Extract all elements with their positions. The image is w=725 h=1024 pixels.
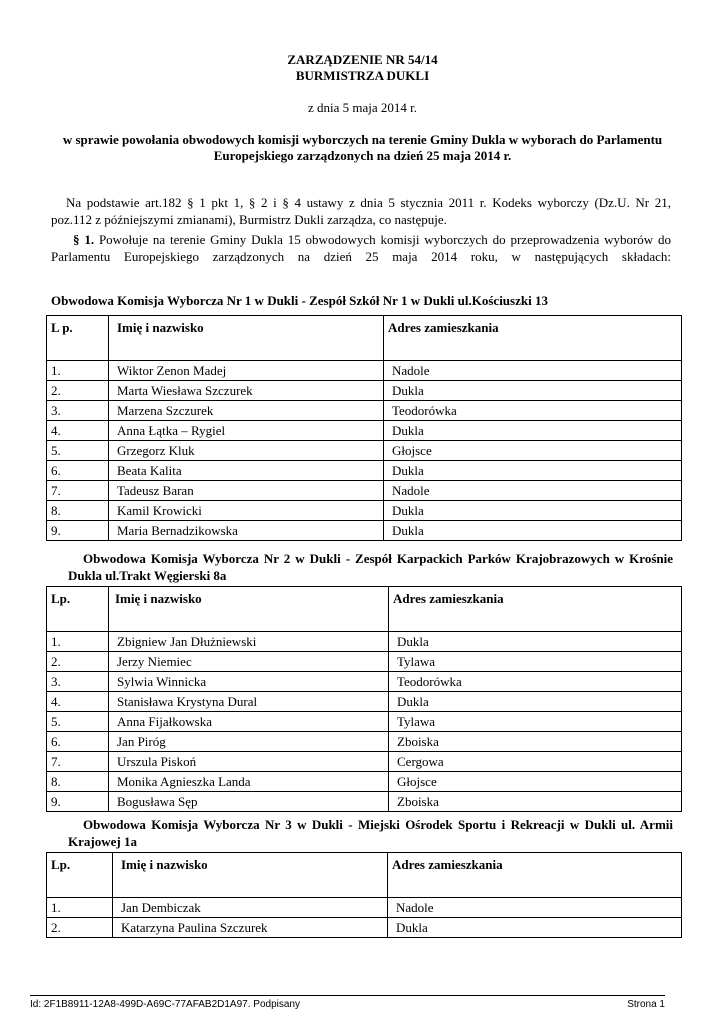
member-name: Grzegorz Kluk	[109, 441, 384, 461]
member-address: Nadole	[388, 898, 682, 918]
table-row	[47, 381, 682, 401]
member-name: Tadeusz Baran	[109, 481, 384, 501]
row-number: 5.	[47, 441, 109, 461]
row-number: 7.	[47, 481, 109, 501]
table-row	[47, 732, 682, 752]
row-number: 6.	[47, 732, 109, 752]
table-row	[47, 772, 682, 792]
committee-3-table	[46, 852, 682, 938]
member-name: Anna Fijałkowska	[109, 712, 389, 732]
row-number: 2.	[47, 652, 109, 672]
member-name: Jerzy Niemiec	[109, 652, 389, 672]
committee-3-title	[51, 816, 673, 850]
committee-3-title-line1: Obwodowa Komisja Wyborcza Nr 3 w Dukli - Miejski Ośrodek Sportu i Rekreacji w Dukli ul. Armii	[83, 817, 673, 832]
paragraph-1-text1: Powołuje na terenie Gminy Dukla 15 obwodowych komisji wyborczych do przeprowadzenia wyborów do	[98, 232, 672, 247]
page-footer	[30, 995, 665, 1010]
member-address: Dukla	[389, 632, 682, 652]
row-number: 1.	[47, 632, 109, 652]
committee-3-title-line2: Krajowej 1a	[68, 834, 137, 849]
member-name: Monika Agnieszka Landa	[109, 772, 389, 792]
document-date: z dnia 5 maja 2014 r.	[307, 100, 418, 115]
committee-2-title-line1: Obwodowa Komisja Wyborcza Nr 2 w Dukli - Zespół Karpackich Parków Krajobrazowych w Krośnie	[83, 551, 673, 566]
table-row	[47, 898, 682, 918]
member-name: Stanisława Krystyna Dural	[109, 692, 389, 712]
member-address: Dukla	[384, 521, 682, 541]
member-name: Zbigniew Jan Dłużniewski	[109, 632, 389, 652]
column-header-lp: Lp.	[47, 853, 113, 898]
member-address: Teodorówka	[389, 672, 682, 692]
member-address: Dukla	[388, 918, 682, 938]
column-header-name: Imię i nazwisko	[109, 316, 384, 361]
committee-2-title	[51, 550, 673, 584]
member-name: Beata Kalita	[109, 461, 384, 481]
column-header-name: Imię i nazwisko	[109, 587, 389, 632]
row-number: 3.	[47, 401, 109, 421]
member-name: Urszula Piskoń	[109, 752, 389, 772]
table-header-row	[47, 316, 682, 361]
committee-1-title: Obwodowa Komisja Wyborcza Nr 1 w Dukli - Zespół Szkół Nr 1 w Dukli ul.Kościuszki 13	[51, 293, 548, 308]
row-number: 4.	[47, 692, 109, 712]
row-number: 2.	[47, 918, 113, 938]
member-address: Tylawa	[389, 652, 682, 672]
member-address: Dukla	[384, 421, 682, 441]
column-header-lp: L p.	[47, 316, 109, 361]
member-name: Wiktor Zenon Madej	[109, 361, 384, 381]
table-row	[47, 632, 682, 652]
row-number: 4.	[47, 421, 109, 441]
document-subject-line1: w sprawie powołania obwodowych komisji wyborczych na terenie Gminy Dukla w wyborach do Parlamentu	[62, 132, 663, 147]
table-row	[47, 481, 682, 501]
committee-2-table	[46, 586, 682, 812]
committee-2-title-line2: Dukla ul.Trakt Węgierski 8a	[68, 568, 227, 583]
table-row	[47, 401, 682, 421]
document-title: ZARZĄDZENIE NR 54/14	[287, 52, 438, 67]
table-row	[47, 361, 682, 381]
paragraph-1-line1	[51, 231, 671, 248]
row-number: 2.	[47, 381, 109, 401]
member-address: Teodorówka	[384, 401, 682, 421]
row-number: 5.	[47, 712, 109, 732]
table-row	[47, 918, 682, 938]
table-row	[47, 652, 682, 672]
row-number: 3.	[47, 672, 109, 692]
member-name: Marta Wiesława Szczurek	[109, 381, 384, 401]
document-issuer: BURMISTRZA DUKLI	[295, 68, 430, 83]
member-name: Kamil Krowicki	[109, 501, 384, 521]
table-row	[47, 752, 682, 772]
paragraph-1	[51, 231, 671, 265]
column-header-address: Adres zamieszkania	[384, 316, 682, 361]
row-number: 8.	[47, 772, 109, 792]
member-name: Sylwia Winnicka	[109, 672, 389, 692]
intro-line2: poz.112 z późniejszymi zmianami), Burmistrz Dukli zarządza, co następuje.	[51, 212, 447, 227]
intro-line1: Na podstawie art.182 § 1 pkt 1, § 2 i § 4 ustawy z dnia 5 stycznia 2011 r. Kodeks wyborczy (Dz.U. Nr 21,	[66, 195, 671, 210]
row-number: 7.	[47, 752, 109, 772]
committee-1-table	[46, 315, 682, 541]
member-address: Zboiska	[389, 792, 682, 812]
page-number: Strona 1	[627, 999, 665, 1010]
member-address: Dukla	[384, 501, 682, 521]
paragraph-1-line2: Parlamentu Europejskiego zarządzonych na dzień 25 maja 2014 roku, w następujących składach:	[51, 249, 671, 264]
document-id: Id: 2F1B8911-12A8-499D-A69C-77AFAB2D1A97. Podpisany	[30, 999, 300, 1010]
row-number: 1.	[47, 898, 113, 918]
table-row	[47, 421, 682, 441]
member-name: Anna Łątka – Rygiel	[109, 421, 384, 441]
table-header-row	[47, 587, 682, 632]
document-subject-line2: Europejskiego zarządzonych na dzień 25 maja 2014 r.	[213, 148, 512, 163]
paragraph-1-mark: § 1.	[73, 232, 95, 247]
member-name: Jan Dembiczak	[113, 898, 388, 918]
member-address: Nadole	[384, 481, 682, 501]
intro-paragraph	[51, 194, 671, 228]
member-name: Marzena Szczurek	[109, 401, 384, 421]
table-row	[47, 792, 682, 812]
member-name: Katarzyna Paulina Szczurek	[113, 918, 388, 938]
member-address: Głojsce	[389, 772, 682, 792]
member-name: Maria Bernadzikowska	[109, 521, 384, 541]
table-row	[47, 692, 682, 712]
column-header-name: Imię i nazwisko	[113, 853, 388, 898]
row-number: 1.	[47, 361, 109, 381]
column-header-lp: Lp.	[47, 587, 109, 632]
column-header-address: Adres zamieszkania	[388, 853, 682, 898]
member-name: Bogusława Sęp	[109, 792, 389, 812]
row-number: 9.	[47, 521, 109, 541]
row-number: 6.	[47, 461, 109, 481]
row-number: 9.	[47, 792, 109, 812]
member-address: Dukla	[389, 692, 682, 712]
member-address: Tylawa	[389, 712, 682, 732]
row-number: 8.	[47, 501, 109, 521]
table-row	[47, 501, 682, 521]
member-address: Dukla	[384, 381, 682, 401]
table-row	[47, 441, 682, 461]
member-address: Dukla	[384, 461, 682, 481]
table-row	[47, 672, 682, 692]
member-address: Cergowa	[389, 752, 682, 772]
member-address: Nadole	[384, 361, 682, 381]
member-name: Jan Piróg	[109, 732, 389, 752]
table-header-row	[47, 853, 682, 898]
table-row	[47, 461, 682, 481]
member-address: Głojsce	[384, 441, 682, 461]
column-header-address: Adres zamieszkania	[389, 587, 682, 632]
table-row	[47, 712, 682, 732]
table-row	[47, 521, 682, 541]
member-address: Zboiska	[389, 732, 682, 752]
